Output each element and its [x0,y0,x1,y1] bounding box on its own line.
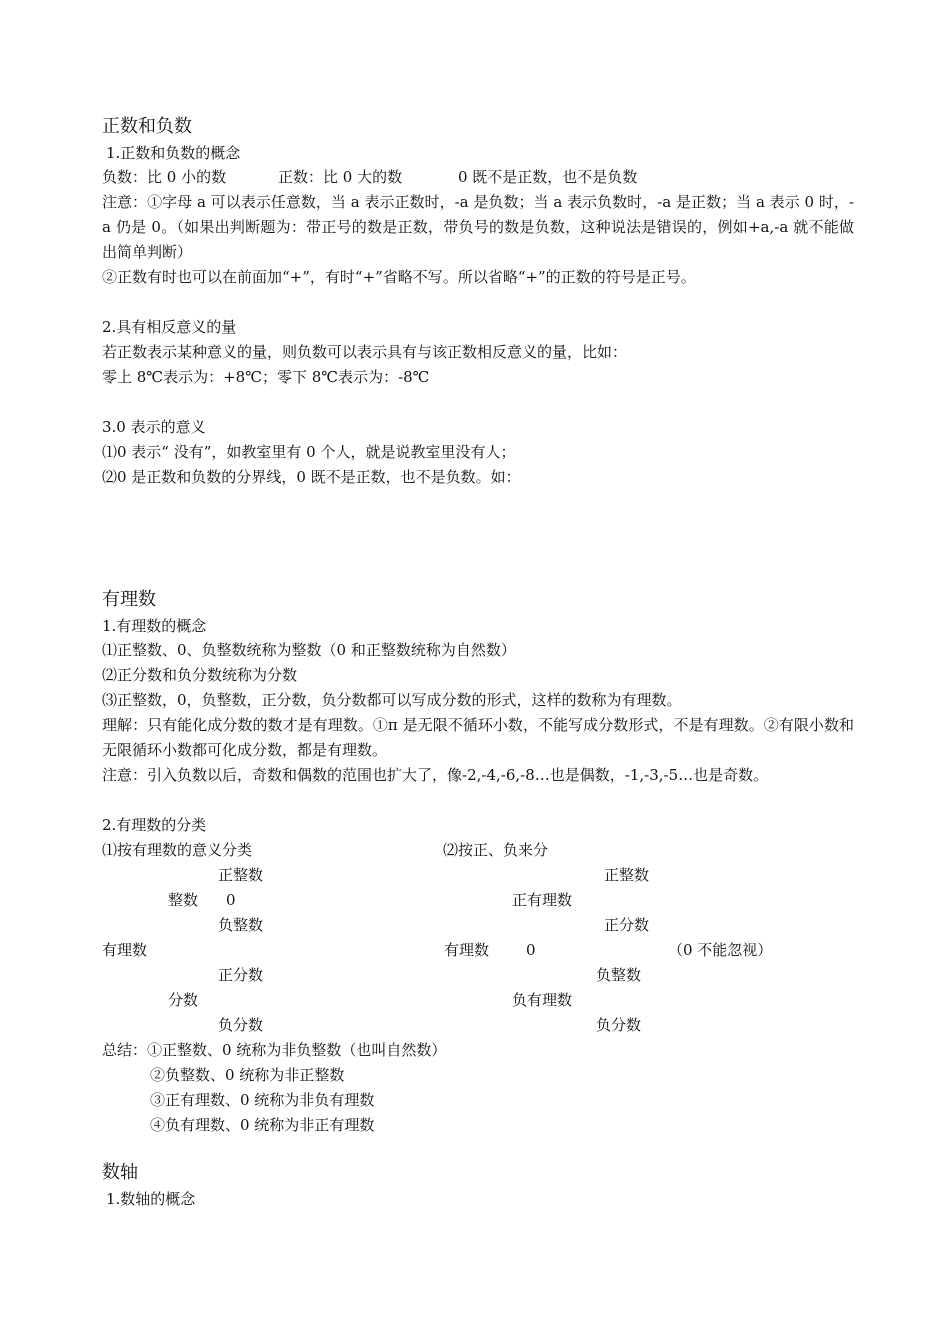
right-positive-integer: 正整数 [604,866,650,884]
right-rational-root: 有理数 [444,941,490,959]
summary-4: ④负有理数、0 统称为非正有理数 [150,1116,375,1134]
section-title-positive-negative: 正数和负数 [102,116,192,137]
subheading-concept: 1.正数和负数的概念 [106,144,241,162]
left-positive-integer: 正整数 [218,866,264,884]
subheading-rational-concept: 1.有理数的概念 [102,617,207,635]
right-negative-integer: 负整数 [596,966,642,984]
right-positive-rational: 正有理数 [512,891,573,909]
def-positive: 正数：比 0 大的数 [278,168,403,186]
classification-right-heading: ⑵按正、负来分 [443,841,549,859]
left-positive-fraction: 正分数 [218,966,264,984]
left-rational-root: 有理数 [102,941,148,959]
zero-meaning-2: ⑵0 是正数和负数的分界线，0 既不是正数，也不是负数。如： [102,468,521,486]
zero-meaning-1: ⑴0 表示“ 没有”，如教室里有 0 个人，就是说教室里没有人； [102,443,516,461]
subheading-number-line-concept: 1.数轴的概念 [106,1190,196,1208]
section-title-rational: 有理数 [102,589,156,610]
rational-point-2: ⑵正分数和负分数统称为分数 [102,666,298,684]
rational-note-parity: 注意：引入负数以后，奇数和偶数的范围也扩大了，像-2,-4,-6,-8…也是偶数，-1,-3,-5…也是奇数。 [102,766,769,784]
note-plus-sign: ②正数有时也可以在前面加“+”，有时“+”省略不写。所以省略“+”的正数的符号是正号。 [102,268,696,286]
def-negative: 负数：比 0 小的数 [102,168,227,186]
right-zero: 0 [526,941,536,959]
summary-2: ②负整数、0 统称为非正整数 [150,1066,345,1084]
right-negative-rational: 负有理数 [512,991,573,1009]
paragraph-opposite: 若正数表示某种意义的量，则负数可以表示具有与该正数相反意义的量，比如： [102,343,628,361]
left-negative-fraction: 负分数 [218,1016,264,1034]
left-zero: 0 [226,891,236,909]
section-title-number-line: 数轴 [102,1162,138,1183]
subheading-zero-meaning: 3.0 表示的意义 [102,418,206,436]
left-fraction: 分数 [168,991,199,1009]
subheading-opposite-quantities: 2.具有相反意义的量 [102,318,237,336]
note-letter-a: 注意：①字母 a 可以表示任意数，当 a 表示正数时，-a 是负数；当 a 表示负数时，-a 是正数；当 a 表示 0 时，-a 仍是 0。（如果出判断题为：带正号的数是正数，带负号的数是负数，这种说法是错误的，例如+a,-a 就不能做出简单判断） [102,193,854,261]
summary-1: 总结：①正整数、0 统称为非负整数（也叫自然数） [102,1041,447,1059]
rational-understanding: 理解：只有能化成分数的数才是有理数。①π 是无限不循环小数，不能写成分数形式，不是有理数。②有限小数和无限循环小数都可化成分数，都是有理数。 [102,716,854,759]
paragraph-temperature: 零上 8℃表示为：+8℃；零下 8℃表示为：-8℃ [102,368,430,386]
left-integer: 整数 [168,891,199,909]
right-zero-note: （0 不能忽视） [668,941,773,959]
subheading-classification: 2.有理数的分类 [102,816,207,834]
right-negative-fraction: 负分数 [596,1016,642,1034]
rational-point-1: ⑴正整数、0、负整数统称为整数（0 和正整数统称为自然数） [102,641,516,659]
classification-left-heading: ⑴按有理数的意义分类 [102,841,253,859]
summary-3: ③正有理数、0 统称为非负有理数 [150,1091,375,1109]
rational-point-3: ⑶正整数，0，负整数，正分数，负分数都可以写成分数的形式，这样的数称为有理数。 [102,691,682,709]
def-zero: 0 既不是正数，也不是负数 [458,168,638,186]
right-positive-fraction: 正分数 [604,916,650,934]
left-negative-integer: 负整数 [218,916,264,934]
